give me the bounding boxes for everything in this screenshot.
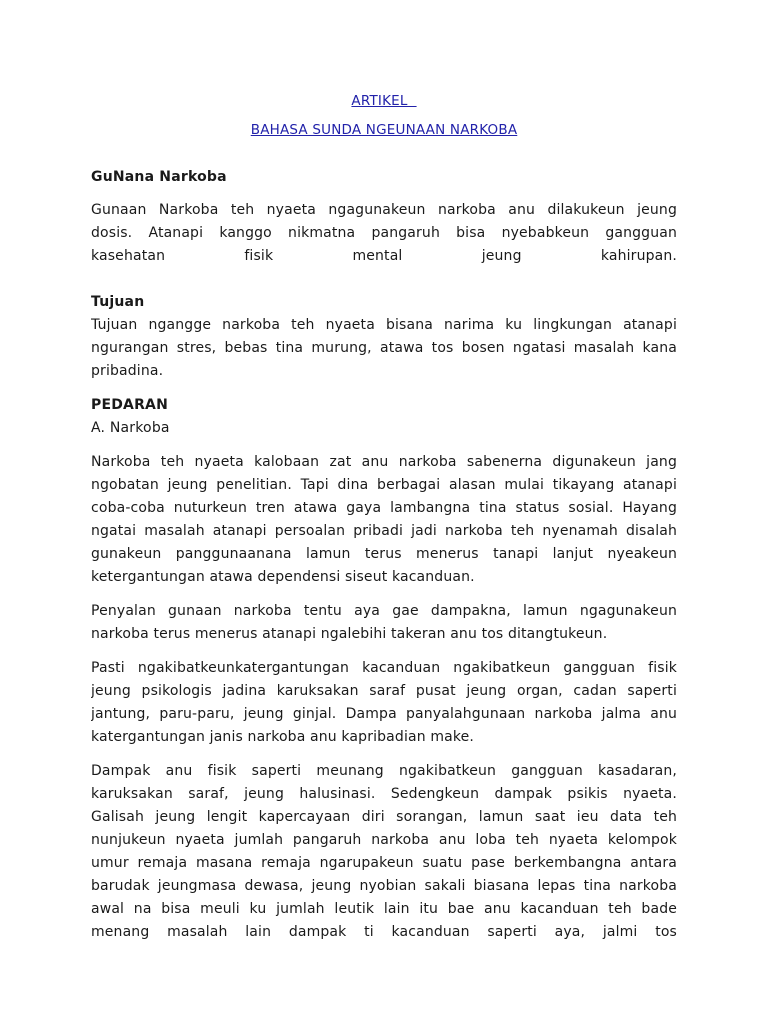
text-line: Penyalan gunaan narkoba tentu aya gae dampakna, lamun ngagunakeun [91,603,677,619]
paragraph-penyalahgunaan [91,600,677,646]
text-line: menang masalah lain dampak ti kacanduan saperti aya, jalmi tos [91,924,677,940]
paragraph-gunana [91,199,677,268]
text-line: Pasti ngakibatkeunkatergantungan kacanduan ngakibatkeun gangguan fisik [91,660,677,676]
text-line: kasehatan fisik mental jeung kahirupan. [91,248,677,264]
text-line: umur remaja masana remaja ngarupakeun suatu pase berkembangna antara [91,855,677,871]
text-line: Tujuan ngangge narkoba teh nyaeta bisana narima ku lingkungan atanapi [91,317,677,333]
text-line: dosis. Atanapi kanggo nikmatna pangaruh bisa nyebabkeun gangguan [91,225,677,241]
section-heading-gunana: GuNana Narkoba [91,169,227,185]
text-line: ketergantungan atawa dependensi siseut kacanduan. [91,569,475,585]
text-line: awal na bisa meuli ku jumlah leutik lain itu bae anu kacanduan teh bade [91,901,677,917]
text-line: ngobatan jeung penelitian. Tapi dina berbagai alasan mulai tikayang atanapi [91,477,677,493]
text-line: katergantungan janis narkoba anu kapribadian make. [91,729,474,745]
text-line: narkoba terus menerus atanapi ngalebihi takeran anu tos ditangtukeun. [91,626,608,642]
article-title-link[interactable]: BAHASA SUNDA NGEUNAAN NARKOBA [250,122,518,138]
text-line: karuksakan saraf, jeung halusinasi. Sedengkeun dampak psikis nyaeta. [91,786,677,802]
text-line: coba-coba nuturkeun tren atawa gaya lambangna tina status sosial. Hayang [91,500,677,516]
section-heading-pedaran: PEDARAN [91,397,169,413]
section-heading-tujuan: Tujuan [91,294,145,310]
text-line: Narkoba teh nyaeta kalobaan zat anu narkoba sabenerna digunakeun jang [91,454,677,470]
subheading-narkoba: A. Narkoba [91,420,170,436]
paragraph-dampak [91,760,677,944]
text-line: ngurangan stres, bebas tina murung, atawa tos bosen ngatasi masalah kana [91,340,677,356]
text-line: ngatai masalah atanapi persoalan pribadi jadi narkoba teh nyenamah disalah [91,523,677,539]
text-line: jeung psikologis jadina karuksakan saraf pusat jeung organ, cadan saperti [91,683,677,699]
article-label-link[interactable]: ARTIKEL [351,93,417,109]
text-line: barudak jeungmasa dewasa, jeung nyobian sakali biasana lepas tina narkoba [91,878,677,894]
text-line: Dampak anu fisik saperti meunang ngakibatkeun gangguan kasadaran, [91,763,677,779]
text-line: pribadina. [91,363,164,379]
text-line: jantung, paru-paru, jeung ginjal. Dampa panyalahgunaan narkoba jalma anu [91,706,677,722]
text-line: nunjukeun nyaeta jumlah pangaruh narkoba anu loba teh nyaeta kelompok [91,832,677,848]
text-line: gunakeun panggunaanana lamun terus menerus tanapi lanjut nyeakeun [91,546,677,562]
paragraph-katergantungan [91,657,677,749]
text-line: Galisah jeung lengit kapercayaan diri sorangan, lamun saat ieu data teh [91,809,677,825]
paragraph-narkoba-definition [91,451,677,589]
paragraph-tujuan [91,314,677,383]
text-line: Gunaan Narkoba teh nyaeta ngagunakeun narkoba anu dilakukeun jeung [91,202,677,218]
